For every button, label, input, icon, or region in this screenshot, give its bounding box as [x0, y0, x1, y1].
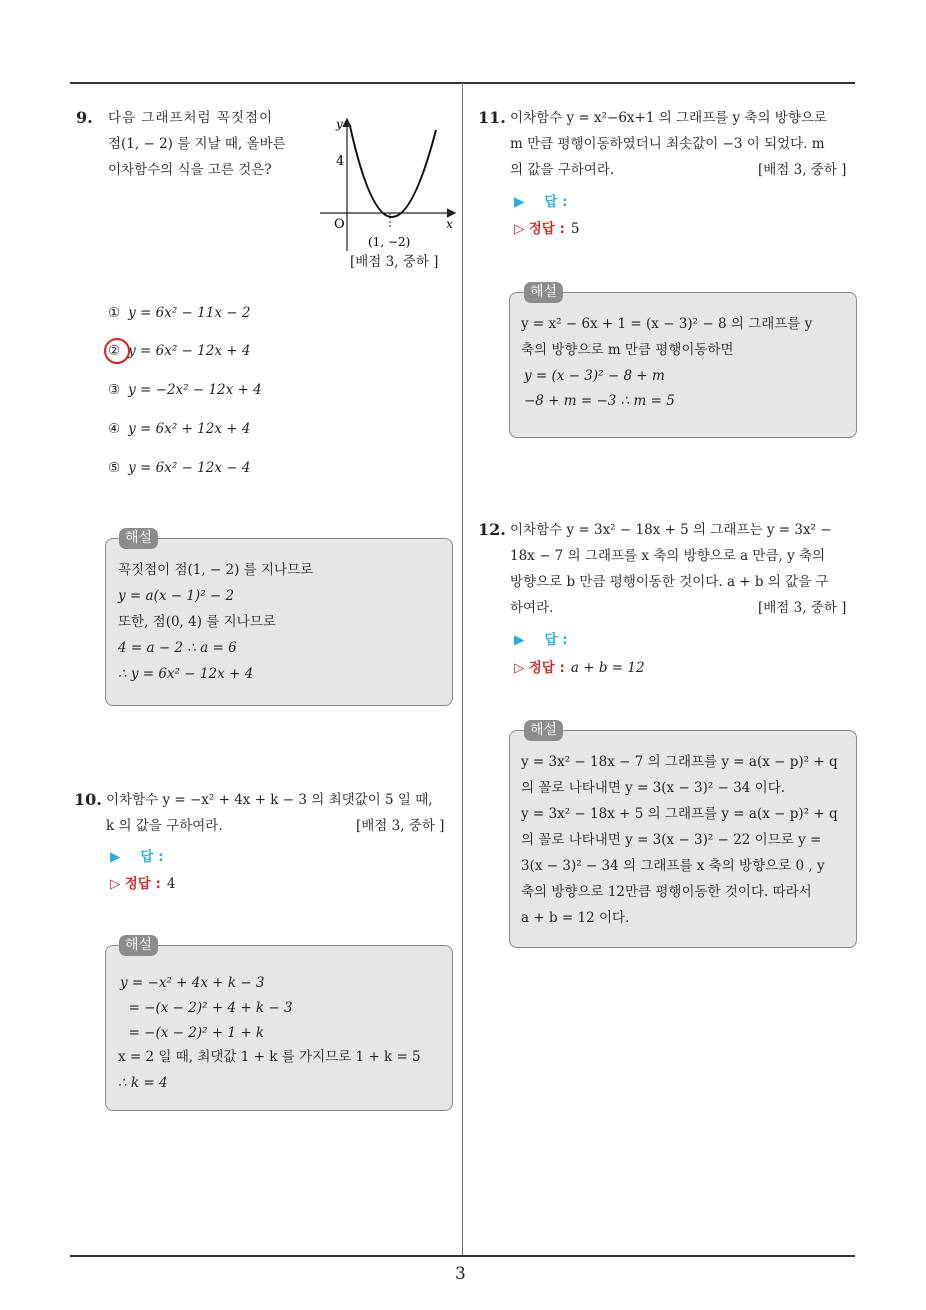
play-arrow-icon: ▶	[514, 632, 525, 648]
q9-solution-line: ∴ y = 6x² − 12x + 4	[118, 666, 254, 682]
q11-solution-line: 축의 방향으로 m 만큼 평행이동하면	[521, 342, 734, 358]
q12-solution-tag: 해설	[524, 720, 563, 741]
answer-label: 답 :	[140, 849, 164, 865]
q10-solution-line: x = 2 일 때, 최댓값 1 + k 를 가지므로 1 + k = 5	[118, 1049, 421, 1065]
q9-score: [배점 3, 중하 ]	[350, 254, 439, 270]
correct-value: a + b = 12	[570, 660, 645, 676]
q9-option[interactable]	[108, 303, 250, 323]
correct-arrow-icon: ▷	[514, 221, 525, 237]
q10-correct-line	[110, 872, 175, 892]
parabola-curve	[350, 126, 436, 217]
bottom-rule	[70, 1255, 855, 1257]
q10-solution-line: y = −x² + 4x + k − 3	[120, 975, 265, 991]
q12-score: [배점 3, 중하 ]	[758, 600, 847, 616]
q10-solution-tag: 해설	[119, 935, 158, 956]
q12-answer-line	[514, 628, 568, 648]
page-number: 3	[455, 1264, 466, 1284]
origin-label: O	[334, 217, 345, 232]
q11-text-line: m 만큼 평행이동하였더니 최솟값이 −3 이 되었다. m	[510, 136, 825, 152]
q12-solution-line: y = 3x² − 18x + 5 의 그래프를 y = a(x − p)² + q	[521, 806, 838, 822]
option-mark: ①	[108, 305, 121, 321]
play-arrow-icon: ▶	[514, 194, 525, 210]
correct-arrow-icon: ▷	[514, 660, 525, 676]
answer-label: 답 :	[544, 194, 568, 210]
q12-number: 12.	[478, 520, 506, 539]
correct-arrow-icon: ▷	[110, 876, 121, 892]
option-mark: ③	[108, 382, 121, 398]
q12-solution-line: y = 3x² − 18x − 7 의 그래프를 y = a(x − p)² + q	[521, 754, 838, 770]
q10-text-line: k 의 값을 구하여라.	[106, 818, 223, 834]
q11-text-line: 의 값을 구하여라.	[510, 162, 615, 178]
q10-solution-line: = −(x − 2)² + 1 + k	[120, 1025, 265, 1041]
correct-label: 정답 :	[528, 221, 565, 237]
correct-label: 정답 :	[528, 660, 565, 676]
vertex-label: (1, −2)	[368, 235, 411, 249]
q10-text-line: 이차함수 y = −x² + 4x + k − 3 의 최댓값이 5 일 때,	[106, 792, 433, 808]
option-expr: y = 6x² − 11x − 2	[128, 305, 251, 321]
q9-option-selected[interactable]	[108, 341, 250, 361]
q10-solution-line: ∴ k = 4	[118, 1075, 168, 1091]
q9-solution-line: 4 = a − 2 ∴ a = 6	[118, 640, 237, 656]
q10-answer-line	[110, 845, 164, 865]
q11-solution-line: −8 + m = −3 ∴ m = 5	[524, 393, 675, 409]
option-mark: ⑤	[108, 460, 121, 476]
q12-solution-line: 의 꼴로 나타내면 y = 3(x − 3)² − 34 이다.	[521, 780, 786, 796]
q11-solution-line: y = x² − 6x + 1 = (x − 3)² − 8 의 그래프를 y	[521, 316, 813, 332]
q12-solution-line: 축의 방향으로 12만큼 평행이동한 것이다. 따라서	[521, 884, 812, 900]
q12-text-line: 하여라.	[510, 600, 554, 616]
option-expr: y = 6x² − 12x + 4	[128, 343, 251, 359]
q11-answer-line	[514, 190, 568, 210]
q11-solution-tag: 해설	[524, 282, 563, 303]
column-divider	[462, 83, 463, 1255]
q11-score: [배점 3, 중하 ]	[758, 162, 847, 178]
q12-solution-line: 3(x − 3)² − 34 의 그래프를 x 축의 방향으로 0 , y	[521, 858, 825, 874]
y-axis-label: y	[336, 117, 343, 131]
q9-solution-line: 또한, 점(0, 4) 를 지나므로	[118, 614, 276, 630]
option-mark: ②	[108, 343, 121, 359]
option-expr: y = −2x² − 12x + 4	[128, 382, 262, 398]
q12-solution-line: 의 꼴로 나타내면 y = 3(x − 3)² − 22 이므로 y =	[521, 832, 822, 848]
option-expr: y = 6x² + 12x + 4	[128, 421, 251, 437]
q9-solution-line: y = a(x − 1)² − 2	[118, 588, 235, 604]
q10-score: [배점 3, 중하 ]	[356, 818, 445, 834]
q10-solution-line: = −(x − 2)² + 4 + k − 3	[120, 1000, 293, 1016]
q11-correct-line	[514, 217, 579, 237]
q9-option[interactable]	[108, 419, 250, 439]
q11-text-line: 이차함수 y = x²−6x+1 의 그래프를 y 축의 방향으로	[510, 110, 827, 126]
y-tick-label: 4	[336, 154, 345, 169]
q9-option[interactable]	[108, 380, 262, 400]
q11-solution-line: y = (x − 3)² − 8 + m	[524, 368, 665, 384]
correct-value: 4	[166, 876, 176, 892]
correct-value: 5	[570, 221, 580, 237]
q9-number: 9.	[76, 108, 93, 127]
answer-label: 답 :	[544, 632, 568, 648]
q9-option[interactable]	[108, 458, 250, 478]
q9-text-line: 다음 그래프처럼 꼭짓점이	[108, 110, 274, 126]
q9-parabola-graph	[318, 116, 458, 256]
q9-text-line: 이차함수의 식을 고른 것은?	[108, 162, 272, 178]
option-expr: y = 6x² − 12x − 4	[128, 460, 251, 476]
q9-solution-tag: 해설	[119, 528, 158, 549]
q12-text-line: 방향으로 b 만큼 평행이동한 것이다. a + b 의 값을 구	[510, 574, 829, 590]
q12-text-line: 18x − 7 의 그래프를 x 축의 방향으로 a 만큼, y 축의	[510, 548, 826, 564]
q12-text-line: 이차함수 y = 3x² − 18x + 5 의 그래프는 y = 3x² −	[510, 522, 832, 538]
q12-correct-line	[514, 656, 645, 676]
q12-solution-line: a + b = 12 이다.	[521, 910, 630, 926]
x-axis-label: x	[446, 217, 453, 231]
play-arrow-icon: ▶	[110, 849, 121, 865]
q9-solution-line: 꼭짓점이 점(1, − 2) 를 지나므로	[118, 562, 314, 578]
option-mark: ④	[108, 421, 121, 437]
correct-label: 정답 :	[124, 876, 161, 892]
q11-number: 11.	[478, 108, 506, 127]
q10-number: 10.	[74, 790, 102, 809]
q9-text-line: 점(1, − 2) 를 지날 때, 올바른	[108, 136, 286, 152]
